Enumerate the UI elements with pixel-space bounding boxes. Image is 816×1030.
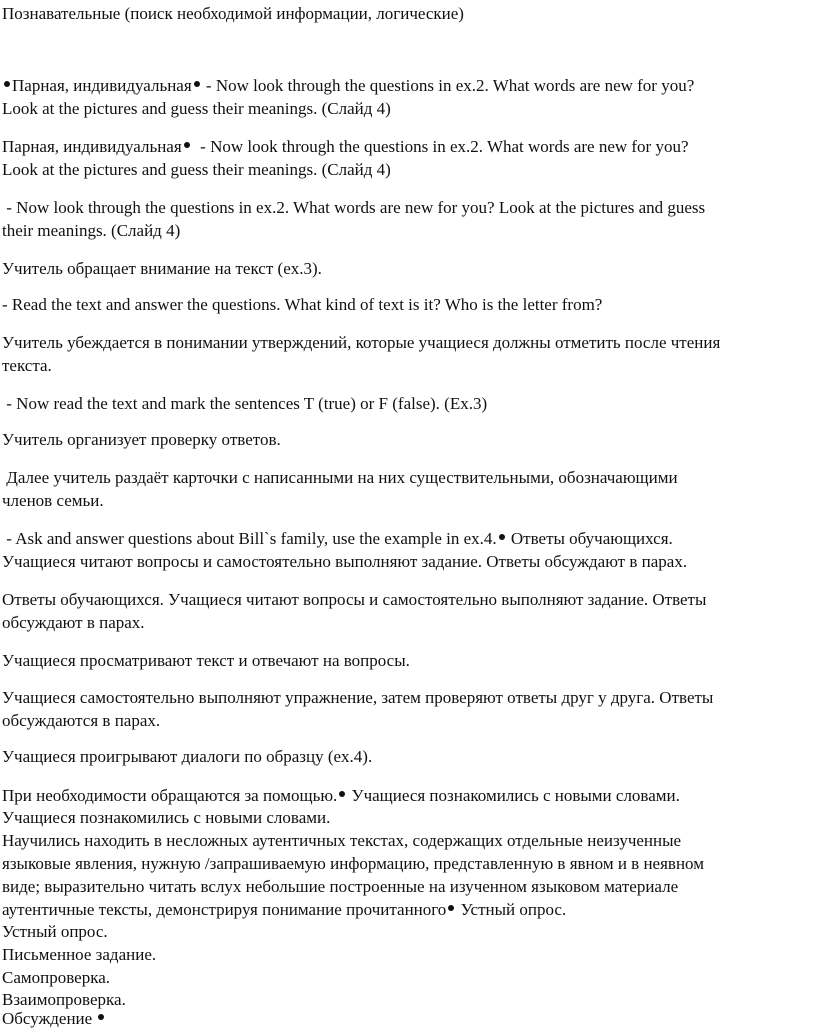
paragraph-2-line-1 — [2, 135, 689, 158]
bullet-icon — [339, 791, 345, 797]
text-span: Устный опрос. — [456, 900, 567, 919]
bullet-icon — [184, 142, 190, 148]
paragraph-9-line-1: Далее учитель раздаёт карточки с написанными на них существительными, обозначающими — [2, 468, 678, 487]
paragraph-15-line-5: виде; выразительно читать вслух небольшие построенные на изученном языковом материале — [2, 877, 679, 896]
paragraph-13-line-1: Учащиеся самостоятельно выполняют упражнение, затем проверяют ответы друг у друга. Ответы — [2, 688, 714, 707]
bullet-icon — [4, 81, 10, 87]
bullet-icon — [98, 1014, 104, 1020]
text-span: - Ask and answer questions about Bill`s family, use the example in ex.4. — [2, 529, 497, 548]
paragraph-8: Учитель организует проверку ответов. — [2, 430, 281, 449]
text-span: - Now look through the questions in ex.2. What words are new for you? — [191, 137, 689, 156]
text-span: Парная, индивидуальная — [2, 137, 182, 156]
paragraph-7: - Now read the text and mark the sentences T (true) or F (false). (Ex.3) — [2, 394, 488, 413]
paragraph-10-line-2: Учащиеся читают вопросы и самостоятельно выполняют задание. Ответы обсуждают в парах. — [2, 552, 688, 571]
paragraph-15-line-3: Научились находить в несложных аутентичных текстах, содержащих отдельные неизученные — [2, 831, 682, 850]
paragraph-11-line-2: обсуждают в парах. — [2, 613, 145, 632]
paragraph-15-line-1 — [2, 784, 680, 807]
paragraph-1-line-2: Look at the pictures and guess their meanings. (Слайд 4) — [2, 99, 391, 118]
text-span: аутентичные тексты, демонстрируя понимание прочитанного — [2, 900, 447, 919]
bullet-icon — [499, 534, 505, 540]
paragraph-5: - Read the text and answer the questions. What kind of text is it? Who is the letter from? — [2, 295, 603, 314]
bullet-icon — [194, 81, 200, 87]
paragraph-15-line-7: Устный опрос. — [2, 922, 108, 941]
paragraph-15-line-11 — [2, 1007, 106, 1030]
paragraph-3-line-2: their meanings. (Слайд 4) — [2, 221, 181, 240]
paragraph-15-line-4: языковые явления, нужную /запрашиваемую информацию, представленную в явном и в неявном — [2, 854, 704, 873]
paragraph-6-line-2: текста. — [2, 356, 52, 375]
paragraph-15-line-6 — [2, 898, 566, 921]
text-span: - Now look through the questions in ex.2. What words are new for you? — [201, 76, 695, 95]
paragraph-12: Учащиеся просматривают текст и отвечают на вопросы. — [2, 651, 410, 670]
paragraph-9-line-2: членов семьи. — [2, 491, 104, 510]
paragraph-14: Учащиеся проигрывают диалоги по образцу (ex.4). — [2, 747, 373, 766]
paragraph-4: Учитель обращает внимание на текст (ex.3). — [2, 259, 322, 278]
paragraph-15-line-8: Письменное задание. — [2, 945, 157, 964]
bullet-icon — [448, 905, 454, 911]
paragraph-1-line-1 — [2, 74, 694, 97]
paragraph-3-line-1: - Now look through the questions in ex.2. What words are new for you? Look at the pictures and guess — [2, 198, 706, 217]
paragraph-15-line-9: Самопроверка. — [2, 968, 111, 987]
paragraph-15-line-10: Взаимопроверка. — [2, 990, 126, 1009]
text-span: Ответы обучающихся. — [506, 529, 673, 548]
section-title: Познавательные (поиск необходимой информации, логические) — [2, 4, 464, 23]
paragraph-2-line-2: Look at the pictures and guess their meanings. (Слайд 4) — [2, 160, 391, 179]
text-span: Учащиеся познакомились с новыми словами. — [347, 786, 680, 805]
text-span: Обсуждение — [2, 1009, 97, 1028]
paragraph-13-line-2: обсуждаются в парах. — [2, 711, 161, 730]
text-span: Парная, индивидуальная — [12, 76, 192, 95]
paragraph-15-line-2: Учащиеся познакомились с новыми словами. — [2, 808, 331, 827]
text-span: При необходимости обращаются за помощью. — [2, 786, 338, 805]
paragraph-10-line-1 — [2, 527, 673, 550]
paragraph-11-line-1: Ответы обучающихся. Учащиеся читают вопросы и самостоятельно выполняют задание. Ответы — [2, 590, 707, 609]
paragraph-6-line-1: Учитель убеждается в понимании утверждений, которые учащиеся должны отметить после чтения — [2, 333, 721, 352]
